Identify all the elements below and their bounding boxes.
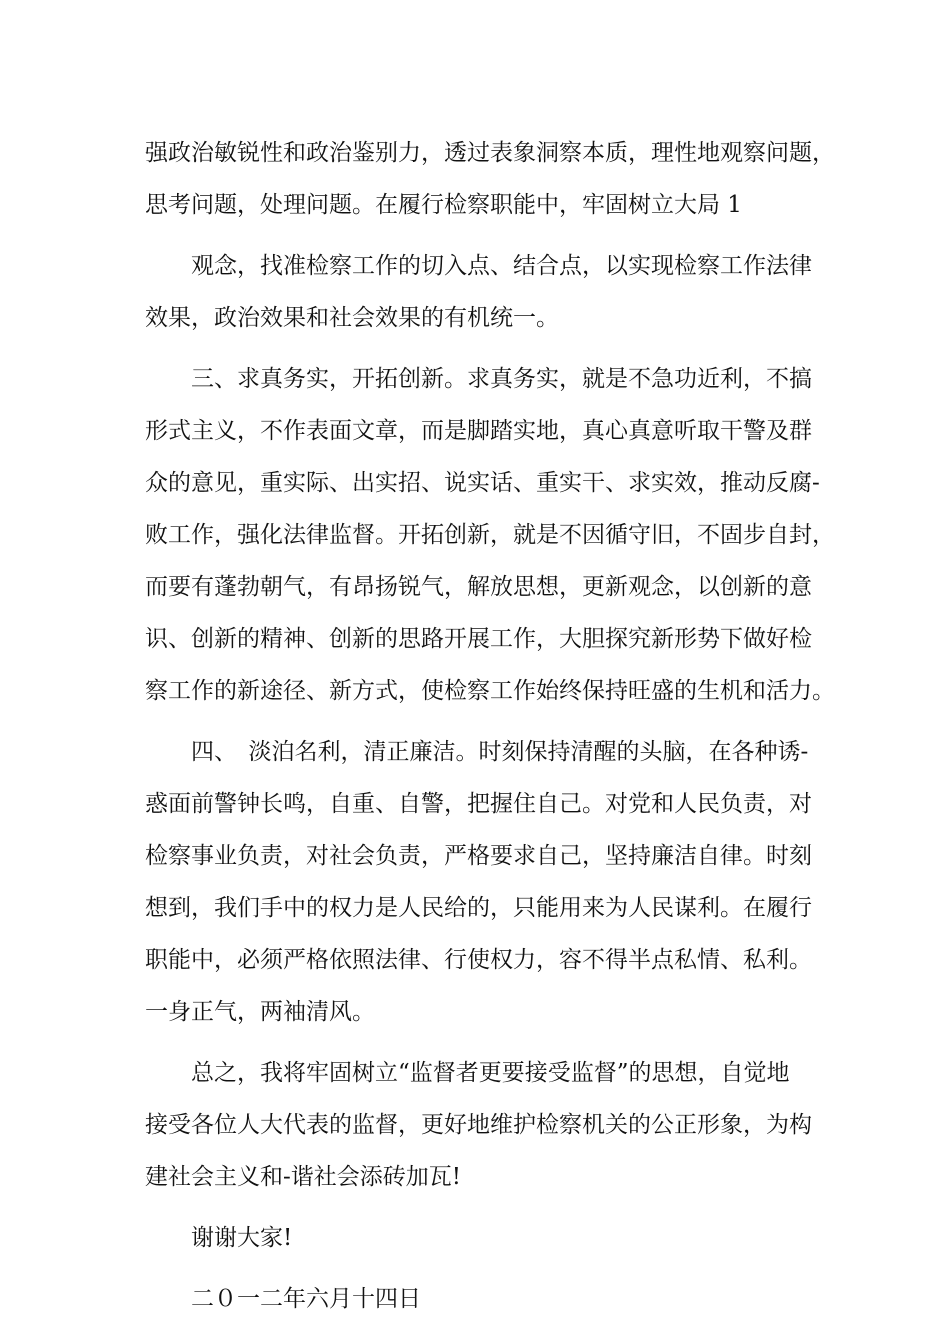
text-line: 总之，我将牢固树立“监督者更要接受监督”的思想，自觉地 [191, 1060, 790, 1086]
text-line: 惑面前警钟长鸣，自重、自警，把握住自己。对党和人民负责，对 [145, 791, 812, 817]
text-line: 强政治敏锐性和政治鉴别力，透过表象洞察本质，理性地观察问题， [145, 140, 835, 166]
paragraph-section-three [145, 353, 835, 717]
text-line: 众的意见，重实际、出实招、说实话、重实干、求实效，推动反腐- [145, 470, 820, 496]
paragraph-continuation [145, 127, 835, 231]
text-line: 职能中，必须严格依照法律、行使权力，容不得半点私情、私利。 [145, 947, 812, 973]
text-line: 败工作，强化法律监督。开拓创新，就是不因循守旧，不固步自封， [145, 522, 835, 548]
text-line: 接受各位人大代表的监督，更好地维护检察机关的公正形象，为构 [145, 1112, 812, 1138]
text-line: 识、创新的精神、创新的思路开展工作，大胆探究新形势下做好检 [145, 626, 812, 652]
paragraph-concept [145, 240, 825, 344]
text-line: 形式主义，不作表面文章，而是脚踏实地，真心真意听取干警及群 [145, 418, 812, 444]
paragraph-conclusion [145, 1047, 825, 1203]
text-line: 观念，找准检察工作的切入点、结合点，以实现检察工作法律 [191, 253, 812, 279]
document-body [145, 127, 835, 1325]
text-line: 效果，政治效果和社会效果的有机统一。 [145, 305, 559, 331]
text-line: 而要有蓬勃朝气，有昂扬锐气，解放思想，更新观念，以创新的意 [145, 574, 812, 600]
paragraph-date [145, 1273, 825, 1325]
paragraph-section-four [145, 726, 825, 1038]
text-line: 四、 淡泊名利，清正廉洁。时刻保持清醒的头脑，在各种诱- [191, 739, 809, 765]
text-line: 想到，我们手中的权力是人民给的，只能用来为人民谋利。在履行 [145, 895, 812, 921]
text-line: 建社会主义和-谐社会添砖加瓦! [145, 1164, 462, 1190]
paragraph-thanks [145, 1212, 825, 1264]
document-date: 二０一二年六月十四日 [191, 1286, 421, 1312]
text-line: 察工作的新途径、新方式，使检察工作始终保持旺盛的生机和活力。 [145, 678, 835, 704]
text-line: 思考问题，处理问题。在履行检察职能中，牢固树立大局 1 [145, 192, 742, 218]
text-line: 谢谢大家! [191, 1225, 293, 1251]
text-line: 一身正气，两袖清风。 [145, 999, 375, 1025]
text-line: 检察事业负责，对社会负责，严格要求自己，坚持廉洁自律。时刻 [145, 843, 812, 869]
text-line: 三、求真务实，开拓创新。求真务实，就是不急功近利，不搞 [191, 366, 812, 392]
